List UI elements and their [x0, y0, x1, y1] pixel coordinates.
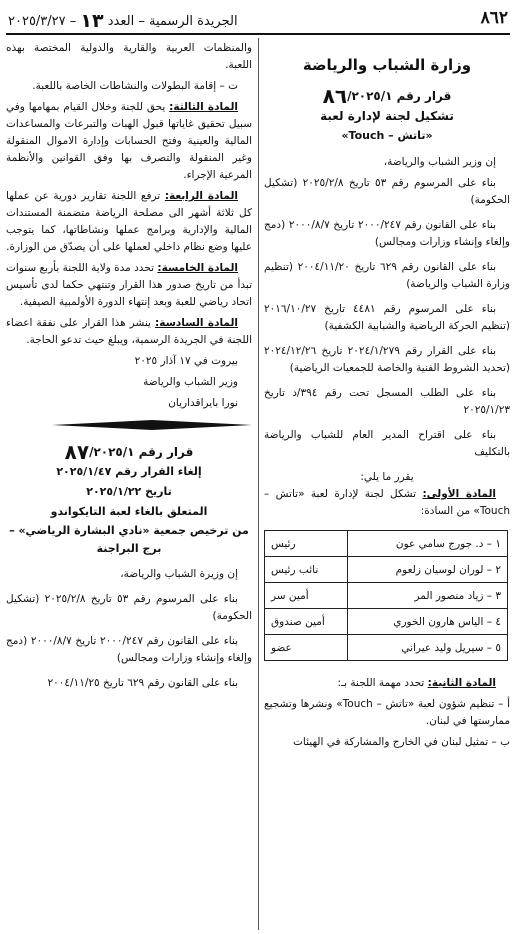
article-5-label: المادة الخامسة: — [157, 262, 239, 274]
table-row — [265, 531, 508, 557]
decision2-date: تاريخ ٢٠٢٥/١/٢٢ — [86, 485, 172, 498]
article-6-label: المادة السادسة: — [155, 317, 238, 329]
member-role: رئيس — [265, 531, 348, 557]
running-title-prefix: الجريدة الرسمية – العدد — [107, 14, 238, 29]
running-title-date: – ٢٠٢٥/٣/٢٧ — [8, 14, 77, 29]
decision2-number-suffix: /٢٠٢٥/١ — [89, 445, 135, 459]
member-name: ٤ – الياس هارون الخوري — [348, 609, 508, 635]
article-4-text: ترفع اللجنة تقارير دورية عن عملها كل ثلاثة أشهر الى مصلحة الرياضة متضمنة المستندات المالية والإدارية وبرامج عملها ونشاطاتها، كما يتوجب عليها وضع نظام داخلي لعملها على أن يصدّق من الوزارة. — [6, 190, 252, 253]
column-divider — [258, 38, 259, 930]
article-2 — [264, 675, 510, 692]
article-3 — [6, 99, 252, 184]
article-1-text: تشكل لجنة لإدارة لعبة «تاتش – Touch» من السادة: — [264, 488, 510, 517]
right-column — [264, 40, 510, 751]
decision2-cancel: إلغاء القرار رقم ٢٠٢٥/١/٤٧ — [56, 465, 202, 478]
member-name: ٥ – سيريل وليد عيراني — [348, 635, 508, 661]
article-4 — [6, 188, 252, 256]
decision2-number-value: ٨٧ — [64, 440, 90, 464]
decision-number-value: ٨٦ — [322, 84, 348, 108]
preamble: إن وزيرة الشباب والرياضة، — [120, 568, 238, 580]
decision-number-suffix: /٢٠٢٥/١ — [347, 89, 393, 103]
decision-subject: «تاتش – Touch» — [341, 129, 433, 142]
article-1 — [264, 486, 510, 520]
article-5-text: تحدد مدة ولاية اللجنة بأربع سنوات تبدأ من تاريخ صدور هذا القرار وتنتهي حكما لدى تأسيس اتحاد رياضي للعبة وبعد إنتهاء الدورة الأولمبية الصيفية. — [6, 262, 252, 308]
article-3-text: يحق للجنة وخلال القيام بمهامها وفي سبيل تحقيق غاياتها قبول الهبات والتبرعات والمساعدات المالية والعينية وفتح الحسابات وإدارة الاموال المنقولة وغير المنقولة والتصرف بها وفق القوانين والأنظمة المرعية الإجراء. — [6, 101, 252, 181]
preamble: إن وزير الشباب والرياضة، — [383, 156, 496, 168]
article-4-label: المادة الرابعة: — [164, 190, 238, 202]
decides-line: يقرر ما يلي: — [360, 471, 414, 483]
article-2-item: ت – إقامة البطولات والنشاطات الخاصة باللعبة. — [32, 80, 238, 92]
issue-number: ١٣ — [80, 10, 104, 32]
recital: بناء على المرسوم رقم ٤٤٨١ تاريخ ٢٠١٦/١٠/٢٧ (تنظيم الحركة الرياضية والشبابية الكشفية) — [264, 303, 510, 332]
recital: بناء على القانون رقم ٢٠٠٠/٢٤٧ تاريخ ٢٠٠٠/٨/٧ (دمج وإلغاء وإنشاء وزارات ومجالس) — [264, 219, 510, 248]
recital: بناء على القانون رقم ٦٢٩ تاريخ ٢٠٠٤/١١/٢٠ (تنظيم وزارة الشباب والرياضة) — [264, 261, 510, 290]
continuation-text: والمنظمات العربية والقارية والدولية المختصة بهذه اللعبة. — [6, 42, 252, 71]
member-name: ٢ – لوران لوسيان زلعوم — [348, 557, 508, 583]
recital: بناء على اقتراح المدير العام للشباب والرياضة بالتكليف — [264, 429, 510, 458]
recital: بناء على القرار رقم ٢٠٢٤/١/٢٧٩ تاريخ ٢٠٢٤/١٢/٢٦ (تحديد الشروط الفنية والخاصة للجمعيات الرياضية) — [264, 345, 510, 374]
place-date: بيروت في ١٧ آذار ٢٠٢٥ — [134, 355, 238, 367]
article-2-label: المادة الثانية: — [427, 677, 496, 689]
article-2-item: أ – تنظيم شؤون لعبة «تاتش – Touch» ونشرها وتشجيع ممارستها في لبنان. — [264, 698, 510, 727]
article-5 — [6, 260, 252, 311]
member-name: ١ – د. جورج سامي عون — [348, 531, 508, 557]
member-role: عضو — [265, 635, 348, 661]
table-row — [265, 583, 508, 609]
decision-number-prefix: قرار رقم — [396, 89, 452, 103]
signer-name: نورا بايراقداريان — [168, 397, 238, 409]
recital: بناء على المرسوم رقم ٥٣ تاريخ ٢٠٢٥/٢/٨ (تشكيل الحكومة) — [6, 593, 252, 622]
recital: بناء على القانون رقم ٢٠٠٠/٢٤٧ تاريخ ٢٠٠٠/٨/٧ (دمج وإلغاء وإنشاء وزارات ومجالس) — [6, 635, 252, 664]
article-3-label: المادة الثالثة: — [169, 101, 238, 113]
member-role: أمين سر — [265, 583, 348, 609]
member-role: أمين صندوق — [265, 609, 348, 635]
member-name: ٣ – زياد منصور المر — [348, 583, 508, 609]
article-2-item: ب – تمثيل لبنان في الخارج والمشاركة في الهيئات — [293, 736, 510, 748]
article-6-text: ينشر هذا القرار على نفقة اعضاء اللجنة في الجريدة الرسمية، ويبلغ حيث تدعو الحاجة. — [6, 317, 252, 346]
article-1-label: المادة الأولى: — [422, 488, 496, 500]
table-row — [265, 635, 508, 661]
page-header — [6, 8, 510, 30]
decision-number — [264, 86, 510, 106]
table-row — [265, 609, 508, 635]
recital: بناء على الطلب المسجل تحت رقم ٣٩٤/د تاريخ ٢٠٢٥/١/٢٣ — [264, 387, 510, 416]
ministry-heading: وزارة الشباب والرياضة — [302, 56, 472, 74]
decision2-subject: المتعلق بالغاء لعبة التايكواندو — [50, 505, 208, 518]
member-role: نائب رئيس — [265, 557, 348, 583]
signer-title: وزير الشباب والرياضة — [143, 376, 238, 388]
article-6 — [6, 315, 252, 349]
members-table — [264, 530, 508, 661]
decision2-number — [6, 442, 252, 462]
article-2-text: تحدد مهمة اللجنة بـ: — [337, 677, 425, 689]
section-divider — [52, 418, 252, 432]
page-number: ٨٦٢ — [480, 8, 508, 28]
decision2-number-prefix: قرار رقم — [138, 445, 194, 459]
left-column — [6, 40, 252, 692]
recital: بناء على القانون رقم ٦٢٩ تاريخ ٢٠٠٤/١١/٢٥ — [47, 677, 238, 689]
recital: بناء على المرسوم رقم ٥٣ تاريخ ٢٠٢٥/٢/٨ (تشكيل الحكومة) — [264, 177, 510, 206]
table-row — [265, 557, 508, 583]
header-rule — [6, 33, 510, 35]
decision2-title: من ترخيص جمعية «نادي البشارة الرياضي» – برج البراجنة — [9, 524, 249, 555]
running-title — [8, 10, 238, 32]
decision-title: تشكيل لجنة لإدارة لعبة — [320, 109, 454, 123]
